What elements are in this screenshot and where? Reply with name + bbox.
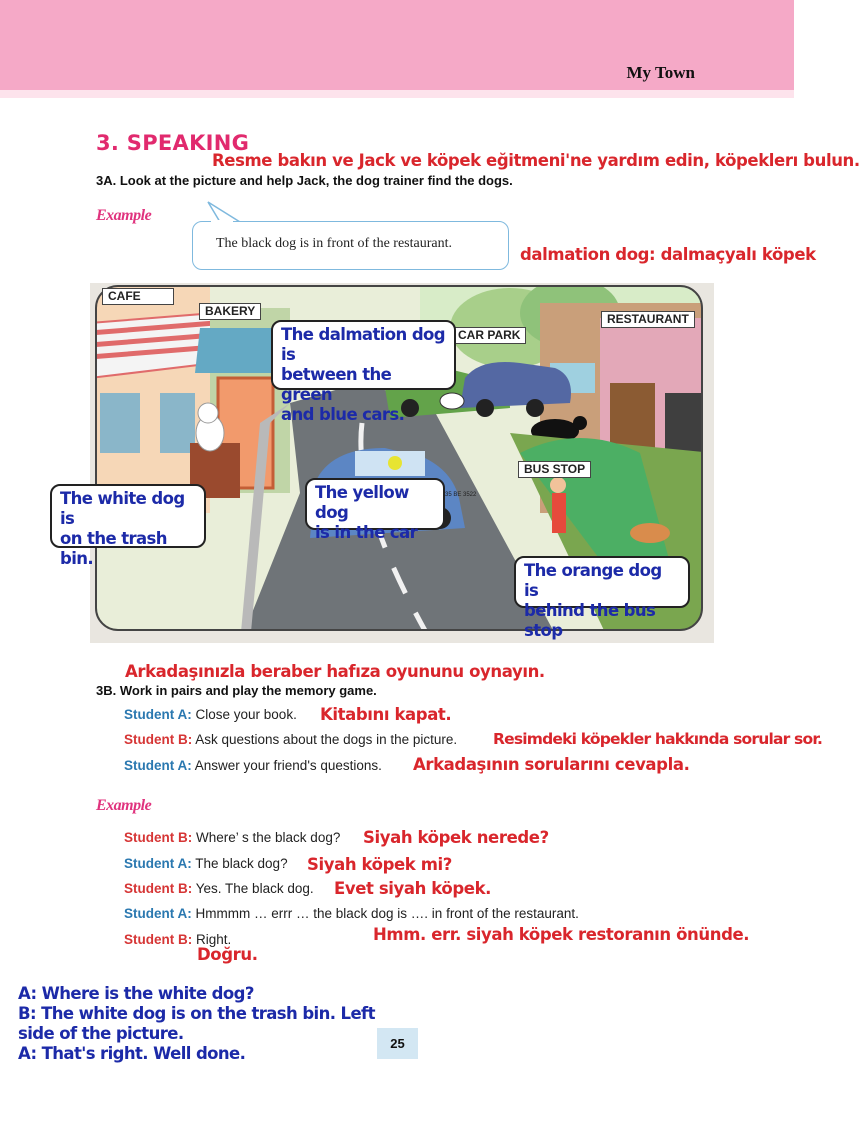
answer-yellow-dog (305, 478, 445, 542)
translation-3a: Resme bakın ve Jack ve köpek eğitmeni'ne yardım edin, köpeklerı bulun. (212, 151, 860, 170)
dialogue-line (124, 856, 288, 871)
example-sentence: The black dog is in front of the restaurant. (216, 236, 452, 251)
page-number: 25 (390, 1036, 405, 1051)
answer-line: The yellow dog (315, 483, 409, 522)
unit-title: My Town (626, 63, 695, 82)
step-line (124, 758, 382, 773)
step-text: Ask questions about the dogs in the picture. (195, 732, 458, 747)
handwritten-line: A: That's right. Well done. (18, 1044, 246, 1063)
step-translation: Arkadaşının sorularını cevapla. (413, 755, 690, 774)
answer-line: The white dog is (60, 489, 185, 528)
answer-line: and blue cars. (281, 405, 405, 424)
dialogue-line (124, 881, 314, 896)
dialogue-text: Yes. The black dog. (195, 881, 314, 896)
step-translation: Kitabını kapat. (320, 705, 452, 724)
step-line (124, 707, 297, 722)
speaker-label: Student A: (124, 707, 192, 722)
dialogue-text: Right. (196, 932, 232, 947)
step-text: Answer your friend's questions. (194, 758, 382, 773)
sign-restaurant: RESTAURANT (601, 311, 695, 328)
instruction-3a: 3A. Look at the picture and help Jack, the dog trainer find the dogs. (96, 173, 513, 188)
answer-line: is in the car (315, 523, 418, 542)
dialogue-line (124, 906, 579, 921)
dialogue-line (124, 830, 340, 845)
example-label: Example (96, 207, 152, 224)
dialogue-translation: Doğru. (197, 945, 258, 964)
speaker-label: Student B: (124, 732, 193, 747)
handwritten-line: B: The white dog is on the trash bin. Left (18, 1004, 375, 1023)
dialogue-translation: Hmm. err. siyah köpek restoranın önünde. (373, 925, 750, 944)
answer-line: between the green (281, 365, 392, 404)
speaker-label: Student B: (124, 932, 193, 947)
speaker-label: Student A: (124, 856, 192, 871)
sign-cafe: CAFE (102, 288, 174, 305)
answer-line: The orange dog is (524, 561, 662, 600)
handwritten-line: side of the picture. (18, 1024, 184, 1043)
section-title: 3. SPEAKING (96, 131, 250, 155)
speaker-label: Student A: (124, 758, 192, 773)
dialogue-text: Hmmmm … errr … the black dog is …. in front of the restaurant. (195, 906, 579, 921)
speaker-label: Student B: (124, 830, 193, 845)
handwritten-dialogue (18, 984, 375, 1064)
sign-bakery: BAKERY (199, 303, 261, 320)
dialogue-text: The black dog? (195, 856, 288, 871)
speaker-label: Student A: (124, 906, 192, 921)
speech-bubble-tail-cover (205, 215, 245, 227)
answer-line: on the trash bin. (60, 529, 167, 568)
answer-line: behind the bus stop (524, 601, 656, 640)
speaker-label: Student B: (124, 881, 193, 896)
step-text: Close your book. (195, 707, 297, 722)
sign-car-park: CAR PARK (452, 327, 526, 344)
answer-dalmation-dog (271, 320, 456, 424)
car-plate: 35 BE 3522 (445, 492, 477, 498)
dialogue-translation: Evet siyah köpek. (334, 879, 492, 898)
answer-orange-dog (514, 556, 690, 640)
header-divider (0, 90, 794, 98)
translation-3b: Arkadaşınızla beraber hafıza oyununu oynayın. (125, 662, 545, 681)
answer-white-dog (50, 484, 206, 568)
example-label: Example (96, 797, 152, 814)
step-line (124, 732, 457, 747)
answer-line: The dalmation dog is (281, 325, 445, 364)
dialogue-text: Where’ s the black dog? (196, 830, 341, 845)
vocab-note: dalmation dog: dalmaçyalı köpek (520, 245, 816, 264)
instruction-3b: 3B. Work in pairs and play the memory game. (96, 683, 377, 698)
dialogue-translation: Siyah köpek nerede? (363, 828, 549, 847)
dialogue-translation: Siyah köpek mi? (307, 855, 452, 874)
sign-bus-stop: BUS STOP (518, 461, 591, 478)
step-translation: Resimdeki köpekler hakkında sorular sor. (493, 730, 823, 748)
handwritten-line: A: Where is the white dog? (18, 984, 254, 1003)
